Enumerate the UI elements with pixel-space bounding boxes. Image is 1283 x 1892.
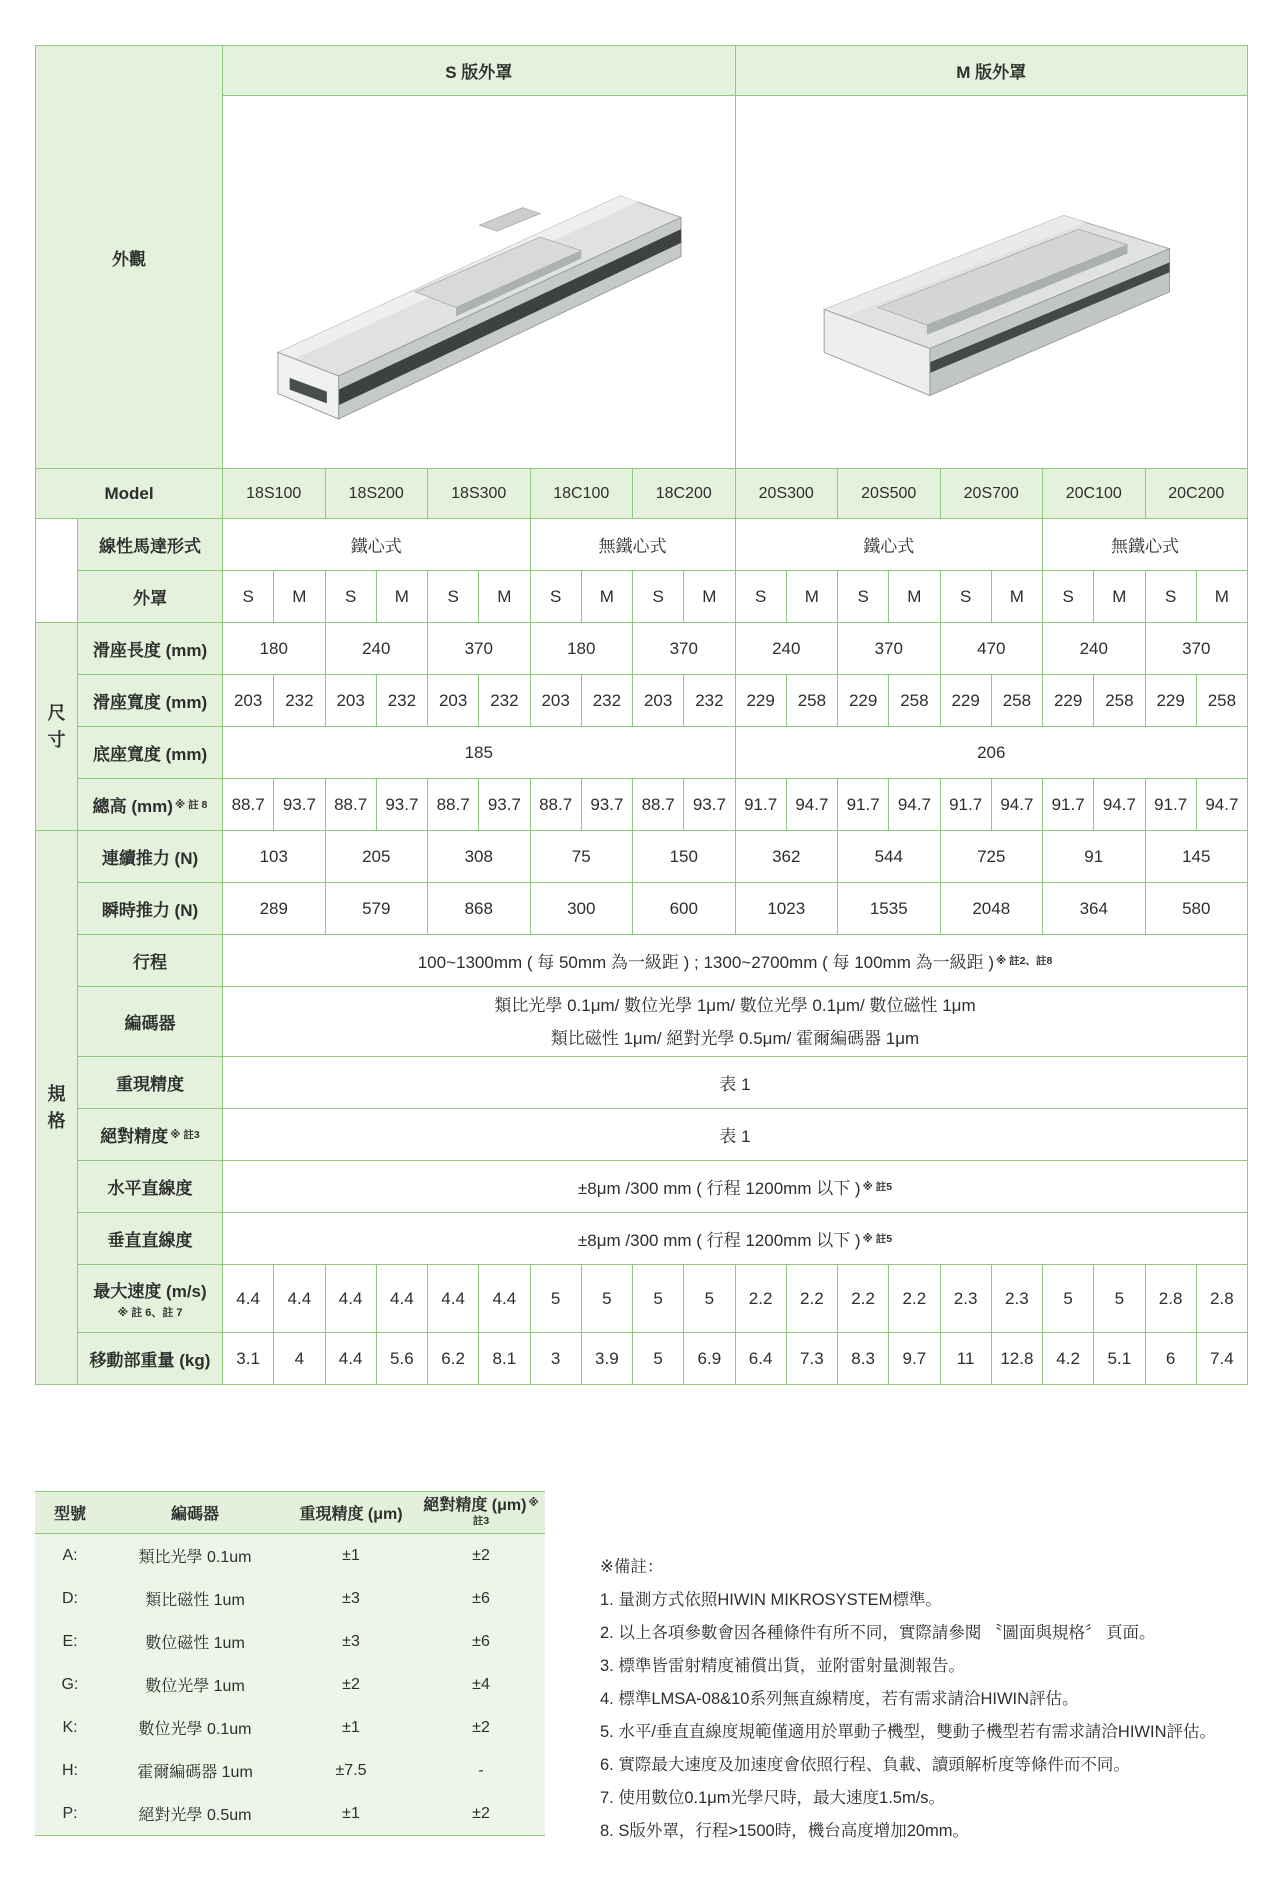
notes-title: ※備註： [600,1558,664,1576]
slider-width-value: 258 [786,675,837,727]
cover-value: M [1196,571,1247,623]
horizontal-straightness-row [36,1161,1248,1213]
slider-width-value: 232 [684,675,735,727]
dimensions-group-text: 尺寸 [47,702,66,750]
cover-value: S [1145,571,1196,623]
slider-length-value: 180 [223,623,326,675]
encoder-table-header-note-ref: ※ 註3 [472,1497,539,1527]
model-20C100: 20C100 [1043,469,1146,519]
total-height-value: 91.7 [838,779,889,831]
encoder-absolute: ±2 [472,1546,490,1564]
encoder-label: 編碼器 [78,987,223,1057]
peak-force-value: 289 [223,883,326,935]
dimensions-group-label [36,623,78,831]
encoder-absolute: ±6 [472,1589,490,1607]
cover-label: 外罩 [78,571,223,623]
absolute-accuracy-row [36,1109,1248,1161]
note-item-2: 2. 以上各項參數會因各種條件有所不同，實際請參閱 〝圖面與規格〞 頁面。 [600,1624,1156,1642]
total-height-value: 94.7 [1196,779,1247,831]
encoder-name: 數位磁性 1um [145,1635,245,1652]
note-item-4: 4. 標準LMSA-08&10系列無直線精度，若有需求請洽HIWIN評估。 [600,1690,1079,1708]
slider-length-value: 370 [838,623,941,675]
moving-weight-value: 6 [1145,1333,1196,1385]
max-speed-value: 2.8 [1145,1265,1196,1333]
max-speed-value: 5 [530,1265,581,1333]
slider-length-value: 240 [735,623,838,675]
slider-width-value: 203 [633,675,684,727]
total-height-label [78,779,223,831]
repeatability-label: 重現精度 [78,1057,223,1109]
continuous-force-row [36,831,1248,883]
max-speed-value: 5 [1043,1265,1094,1333]
peak-force-value: 1535 [838,883,941,935]
cover-value: M [889,571,940,623]
cover-row [36,571,1248,623]
max-speed-value: 5 [581,1265,632,1333]
cover-value: S [1043,571,1094,623]
slider-width-value: 258 [1094,675,1145,727]
moving-weight-value: 4.2 [1043,1333,1094,1385]
m-cover-product-image [735,96,1248,469]
cover-value: S [940,571,991,623]
s-cover-product-image [223,96,736,469]
total-height-value: 93.7 [479,779,530,831]
moving-weight-value: 6.2 [428,1333,479,1385]
total-height-value: 88.7 [633,779,684,831]
encoder-name: 類比光學 0.1um [138,1549,252,1566]
max-speed-row [36,1265,1248,1333]
cover-value: S [325,571,376,623]
left-spacer [36,519,78,623]
encoder-table-header-code: 型號 [35,1492,105,1534]
m-cover-linear-stage-illustration [741,100,1241,464]
encoder-table-row [35,1534,545,1578]
horizontal-straightness-value [223,1161,1248,1213]
total-height-value: 91.7 [735,779,786,831]
total-height-value: 94.7 [991,779,1042,831]
model-label: Model [36,469,223,519]
encoder-absolute: ±6 [472,1632,490,1650]
motor-type-value: 無鐵心式 [530,519,735,571]
cover-value: M [786,571,837,623]
absolute-accuracy-label-text: 絕對精度 [100,1127,169,1146]
moving-weight-value: 7.4 [1196,1333,1247,1385]
m-cover-header: M 版外罩 [735,46,1248,96]
total-height-value: 88.7 [223,779,274,831]
model-18S100: 18S100 [223,469,326,519]
max-speed-label-text: 最大速度 (m/s) [93,1282,207,1301]
slider-width-label: 滑座寬度 (mm) [78,675,223,727]
model-18S200: 18S200 [325,469,428,519]
cover-value: M [991,571,1042,623]
s-cover-linear-stage-illustration [229,100,729,464]
encoder-name: 絕對光學 0.5um [105,1792,285,1836]
slider-width-value: 232 [274,675,325,727]
continuous-force-label: 連續推力 (N) [78,831,223,883]
max-speed-value: 4.4 [479,1265,530,1333]
appearance-label: 外觀 [36,46,223,469]
moving-weight-row [36,1333,1248,1385]
total-height-value: 94.7 [1094,779,1145,831]
peak-force-value: 600 [633,883,736,935]
slider-length-value: 470 [940,623,1043,675]
absolute-accuracy-value: 表 1 [223,1109,1248,1161]
encoder-table-row [35,1663,545,1706]
note-item-1: 1. 量測方式依照HIWIN MIKROSYSTEM標準。 [600,1591,942,1609]
cover-value: M [1094,571,1145,623]
peak-force-value: 364 [1043,883,1146,935]
slider-width-value: 229 [1043,675,1094,727]
slider-width-value: 229 [735,675,786,727]
note-item-8: 8. S版外罩，行程>1500時，機台高度增加20mm。 [600,1822,970,1840]
encoder-table-header-encoder: 編碼器 [105,1492,285,1534]
moving-weight-value: 3.9 [581,1333,632,1385]
encoder-table-header-absolute [417,1492,545,1534]
motor-type-value: 鐵心式 [223,519,531,571]
cover-value: M [479,571,530,623]
slider-width-value: 229 [940,675,991,727]
slider-length-value: 370 [428,623,531,675]
stroke-value [223,935,1248,987]
notes-section [600,1491,1248,1848]
spec-table [35,45,1248,1385]
total-height-value: 91.7 [1145,779,1196,831]
moving-weight-value: 12.8 [991,1333,1042,1385]
specs-group-text: 規格 [47,1083,66,1131]
encoder-name: 類比磁性 1um [145,1592,245,1609]
moving-weight-value: 3.1 [223,1333,274,1385]
continuous-force-value: 362 [735,831,838,883]
horizontal-straightness-text: ±8μm /300 mm ( 行程 1200mm 以下 ) [577,1179,861,1198]
max-speed-value: 4.4 [325,1265,376,1333]
moving-weight-value: 5.6 [376,1333,427,1385]
moving-weight-value: 4 [274,1333,325,1385]
encoder-name: 數位光學 1um [145,1678,245,1695]
encoder-repeatability: ±1 [285,1792,417,1836]
continuous-force-value: 725 [940,831,1043,883]
total-height-value: 91.7 [940,779,991,831]
max-speed-value: 4.4 [428,1265,479,1333]
max-speed-value: 5 [1094,1265,1145,1333]
cover-value: M [376,571,427,623]
peak-force-value: 300 [530,883,633,935]
cover-header-row [36,46,1248,96]
total-height-value: 93.7 [274,779,325,831]
encoder-table-row [35,1749,545,1792]
peak-force-row [36,883,1248,935]
continuous-force-value: 145 [1145,831,1248,883]
max-speed-value: 4.4 [274,1265,325,1333]
encoder-accuracy-table [35,1491,545,1836]
slider-length-value: 240 [325,623,428,675]
continuous-force-value: 544 [838,831,941,883]
continuous-force-value: 150 [633,831,736,883]
moving-weight-value: 5.1 [1094,1333,1145,1385]
max-speed-value: 5 [633,1265,684,1333]
max-speed-value: 2.8 [1196,1265,1247,1333]
cover-value: S [633,571,684,623]
cover-value: S [428,571,479,623]
model-18S300: 18S300 [428,469,531,519]
total-height-row [36,779,1248,831]
base-width-value: 206 [735,727,1248,779]
slider-width-value: 258 [1196,675,1247,727]
slider-width-value: 232 [581,675,632,727]
encoder-repeatability: ±1 [342,1718,360,1736]
cover-value: M [581,571,632,623]
vertical-straightness-text: ±8μm /300 mm ( 行程 1200mm 以下 ) [577,1231,861,1250]
note-item-7: 7. 使用數位0.1μm光學尺時，最大速度1.5m/s。 [600,1789,946,1807]
total-height-value: 93.7 [684,779,735,831]
encoder-line-1: 類比光學 0.1μm/ 數位光學 1μm/ 數位光學 0.1μm/ 數位磁性 1μm [494,995,976,1015]
moving-weight-value: 11 [940,1333,991,1385]
encoder-code: G: [61,1675,79,1693]
peak-force-label: 瞬時推力 (N) [78,883,223,935]
note-item-3: 3. 標準皆雷射精度補償出貨，並附雷射量測報告。 [600,1657,965,1675]
continuous-force-value: 103 [223,831,326,883]
total-height-value: 94.7 [786,779,837,831]
encoder-table-row [35,1620,545,1663]
encoder-table-row [35,1792,545,1836]
encoder-table-header-repeatability: 重現精度 (μm) [285,1492,417,1534]
cover-value: S [735,571,786,623]
slider-width-value: 229 [838,675,889,727]
total-height-value: 94.7 [889,779,940,831]
total-height-label-text: 總高 (mm) [92,797,173,816]
model-20S300: 20S300 [735,469,838,519]
encoder-repeatability: ±1 [342,1546,360,1564]
slider-length-value: 240 [1043,623,1146,675]
cover-value: S [838,571,889,623]
continuous-force-value: 75 [530,831,633,883]
max-speed-value: 2.2 [735,1265,786,1333]
encoder-code: D: [62,1589,78,1607]
total-height-value: 88.7 [530,779,581,831]
encoder-repeatability: ±2 [342,1675,360,1693]
total-height-value: 93.7 [376,779,427,831]
max-speed-label [78,1265,223,1333]
encoder-line-2: 類比磁性 1μm/ 絕對光學 0.5μm/ 霍爾編碼器 1μm [550,1028,920,1048]
encoder-absolute: ±4 [472,1675,490,1693]
slider-length-row [36,623,1248,675]
cover-value: S [223,571,274,623]
model-18C100: 18C100 [530,469,633,519]
slider-width-value: 203 [325,675,376,727]
moving-weight-value: 6.9 [684,1333,735,1385]
encoder-absolute: ±2 [472,1718,490,1736]
stroke-note-ref: ※ 註2、註8 [995,955,1053,967]
max-speed-value: 2.2 [786,1265,837,1333]
model-20S700: 20S700 [940,469,1043,519]
slider-width-value: 203 [223,675,274,727]
base-width-row [36,727,1248,779]
slider-width-value: 229 [1145,675,1196,727]
vertical-straightness-row [36,1213,1248,1265]
note-item-6: 6. 實際最大速度及加速度會依照行程、負載、讀頭解析度等條件而不同。 [600,1756,1130,1774]
encoder-repeatability: ±3 [342,1589,360,1607]
moving-weight-value: 8.1 [479,1333,530,1385]
encoder-table-row [35,1577,545,1620]
total-height-value: 88.7 [428,779,479,831]
encoder-table-header-absolute-text: 絕對精度 (μm) [423,1497,527,1514]
total-height-value: 88.7 [325,779,376,831]
max-speed-value: 2.2 [838,1265,889,1333]
encoder-code: P: [35,1792,105,1836]
moving-weight-value: 6.4 [735,1333,786,1385]
moving-weight-value: 5 [633,1333,684,1385]
max-speed-value: 2.2 [889,1265,940,1333]
moving-weight-value: 9.7 [889,1333,940,1385]
max-speed-value: 4.4 [376,1265,427,1333]
max-speed-value: 4.4 [223,1265,274,1333]
slider-length-value: 370 [633,623,736,675]
slider-width-value: 232 [479,675,530,727]
motor-type-value: 無鐵心式 [1043,519,1248,571]
moving-weight-label: 移動部重量 (kg) [78,1333,223,1385]
peak-force-value: 579 [325,883,428,935]
absolute-accuracy-label [78,1109,223,1161]
slider-width-value: 258 [991,675,1042,727]
horizontal-straightness-label: 水平直線度 [78,1161,223,1213]
encoder-repeatability: ±3 [342,1632,360,1650]
encoder-absolute: - [478,1761,484,1779]
bottom-section [35,1491,1248,1848]
encoder-table-header-row [35,1492,545,1534]
model-20S500: 20S500 [838,469,941,519]
encoder-code: A: [62,1546,78,1564]
slider-width-value: 232 [376,675,427,727]
repeatability-row [36,1057,1248,1109]
cover-value: M [684,571,735,623]
moving-weight-value: 8.3 [838,1333,889,1385]
slider-width-value: 258 [889,675,940,727]
continuous-force-value: 91 [1043,831,1146,883]
max-speed-note-ref: ※ 註 6、註 7 [117,1307,183,1319]
repeatability-value: 表 1 [223,1057,1248,1109]
slider-length-value: 370 [1145,623,1248,675]
max-speed-value: 2.3 [940,1265,991,1333]
base-width-value: 185 [223,727,736,779]
s-cover-header: S 版外罩 [223,46,736,96]
motor-type-value: 鐵心式 [735,519,1043,571]
horizontal-straightness-note-ref: ※ 註5 [862,1181,893,1193]
encoder-value [223,987,1248,1057]
peak-force-value: 1023 [735,883,838,935]
model-18C200: 18C200 [633,469,736,519]
encoder-table-row [35,1706,545,1749]
moving-weight-value: 7.3 [786,1333,837,1385]
motor-type-row [36,519,1248,571]
continuous-force-value: 308 [428,831,531,883]
slider-width-value: 203 [530,675,581,727]
slider-width-row [36,675,1248,727]
continuous-force-value: 205 [325,831,428,883]
specs-group-label [36,831,78,1385]
slider-length-label: 滑座長度 (mm) [78,623,223,675]
vertical-straightness-label: 垂直直線度 [78,1213,223,1265]
slider-length-value: 180 [530,623,633,675]
encoder-code: E: [62,1632,78,1650]
cover-value: M [274,571,325,623]
encoder-code: K: [62,1718,78,1736]
peak-force-value: 2048 [940,883,1043,935]
total-height-note-ref: ※ 註 8 [174,799,208,811]
note-item-5: 5. 水平/垂直直線度規範僅適用於單動子機型，雙動子機型若有需求請洽HIWIN評估。 [600,1723,1217,1741]
encoder-repeatability: ±7.5 [335,1761,367,1779]
stroke-value-text: 100~1300mm ( 每 50mm 為一級距 ) ; 1300~2700mm ( 每 100mm 為一級距 ) [417,953,994,972]
cover-value: S [530,571,581,623]
vertical-straightness-value [223,1213,1248,1265]
total-height-value: 93.7 [581,779,632,831]
total-height-value: 91.7 [1043,779,1094,831]
vertical-straightness-note-ref: ※ 註5 [862,1233,893,1245]
encoder-row [36,987,1248,1057]
model-20C200: 20C200 [1145,469,1248,519]
moving-weight-value: 3 [530,1333,581,1385]
encoder-name: 霍爾編碼器 1um [137,1764,253,1781]
max-speed-value: 5 [684,1265,735,1333]
moving-weight-value: 4.4 [325,1333,376,1385]
max-speed-value: 2.3 [991,1265,1042,1333]
stroke-label: 行程 [78,935,223,987]
peak-force-value: 868 [428,883,531,935]
stroke-row [36,935,1248,987]
motor-type-label: 線性馬達形式 [78,519,223,571]
encoder-name: 數位光學 0.1um [138,1721,252,1738]
peak-force-value: 580 [1145,883,1248,935]
encoder-code: H: [62,1761,78,1779]
base-width-label: 底座寬度 (mm) [78,727,223,779]
encoder-absolute: ±2 [417,1792,545,1836]
absolute-accuracy-note-ref: ※ 註3 [170,1129,200,1141]
model-row [36,469,1248,519]
slider-width-value: 203 [428,675,479,727]
